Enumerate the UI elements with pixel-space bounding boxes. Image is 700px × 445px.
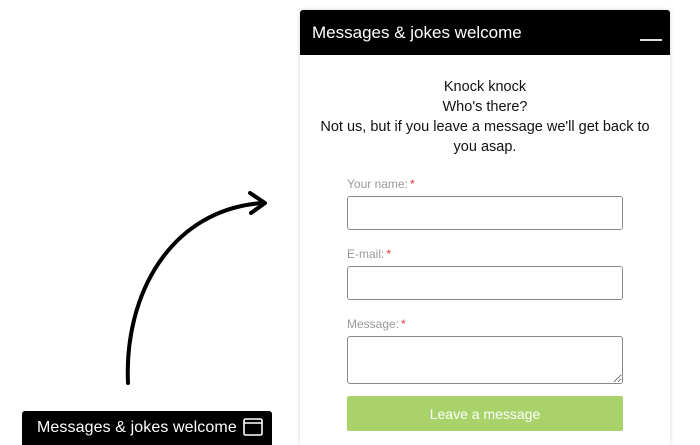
message-label-text: Message: <box>347 317 400 331</box>
intro-text <box>300 77 670 157</box>
minimized-chat-title: Messages & jokes welcome <box>37 419 237 436</box>
intro-line-2: Who's there? <box>442 99 528 115</box>
intro-line-3: Not us, but if you leave a message we'll get back to you asap. <box>320 119 650 155</box>
minimize-icon[interactable] <box>640 26 662 44</box>
required-mark: * <box>409 177 415 191</box>
chat-widget-title: Messages & jokes welcome <box>312 22 522 42</box>
chat-widget-header[interactable] <box>300 10 670 55</box>
message-field-group <box>347 316 623 384</box>
name-field-group <box>347 176 623 230</box>
name-label <box>347 176 623 192</box>
intro-line-1: Knock knock <box>443 79 527 95</box>
email-input[interactable] <box>347 266 623 300</box>
name-label-text: Your name: <box>347 177 408 191</box>
window-icon[interactable] <box>243 418 263 436</box>
leave-message-button[interactable]: Leave a message <box>347 396 623 431</box>
email-label-text: E-mail: <box>347 247 385 261</box>
email-label <box>347 246 623 262</box>
email-field-group <box>347 246 623 300</box>
curved-arrow-icon <box>110 185 280 390</box>
message-label <box>347 316 623 332</box>
minimized-chat-bar[interactable] <box>22 411 272 445</box>
name-input[interactable] <box>347 196 623 230</box>
required-mark: * <box>386 247 392 261</box>
contact-form <box>347 176 623 431</box>
required-mark: * <box>401 317 406 331</box>
message-textarea[interactable] <box>347 336 623 384</box>
chat-widget <box>300 10 670 445</box>
